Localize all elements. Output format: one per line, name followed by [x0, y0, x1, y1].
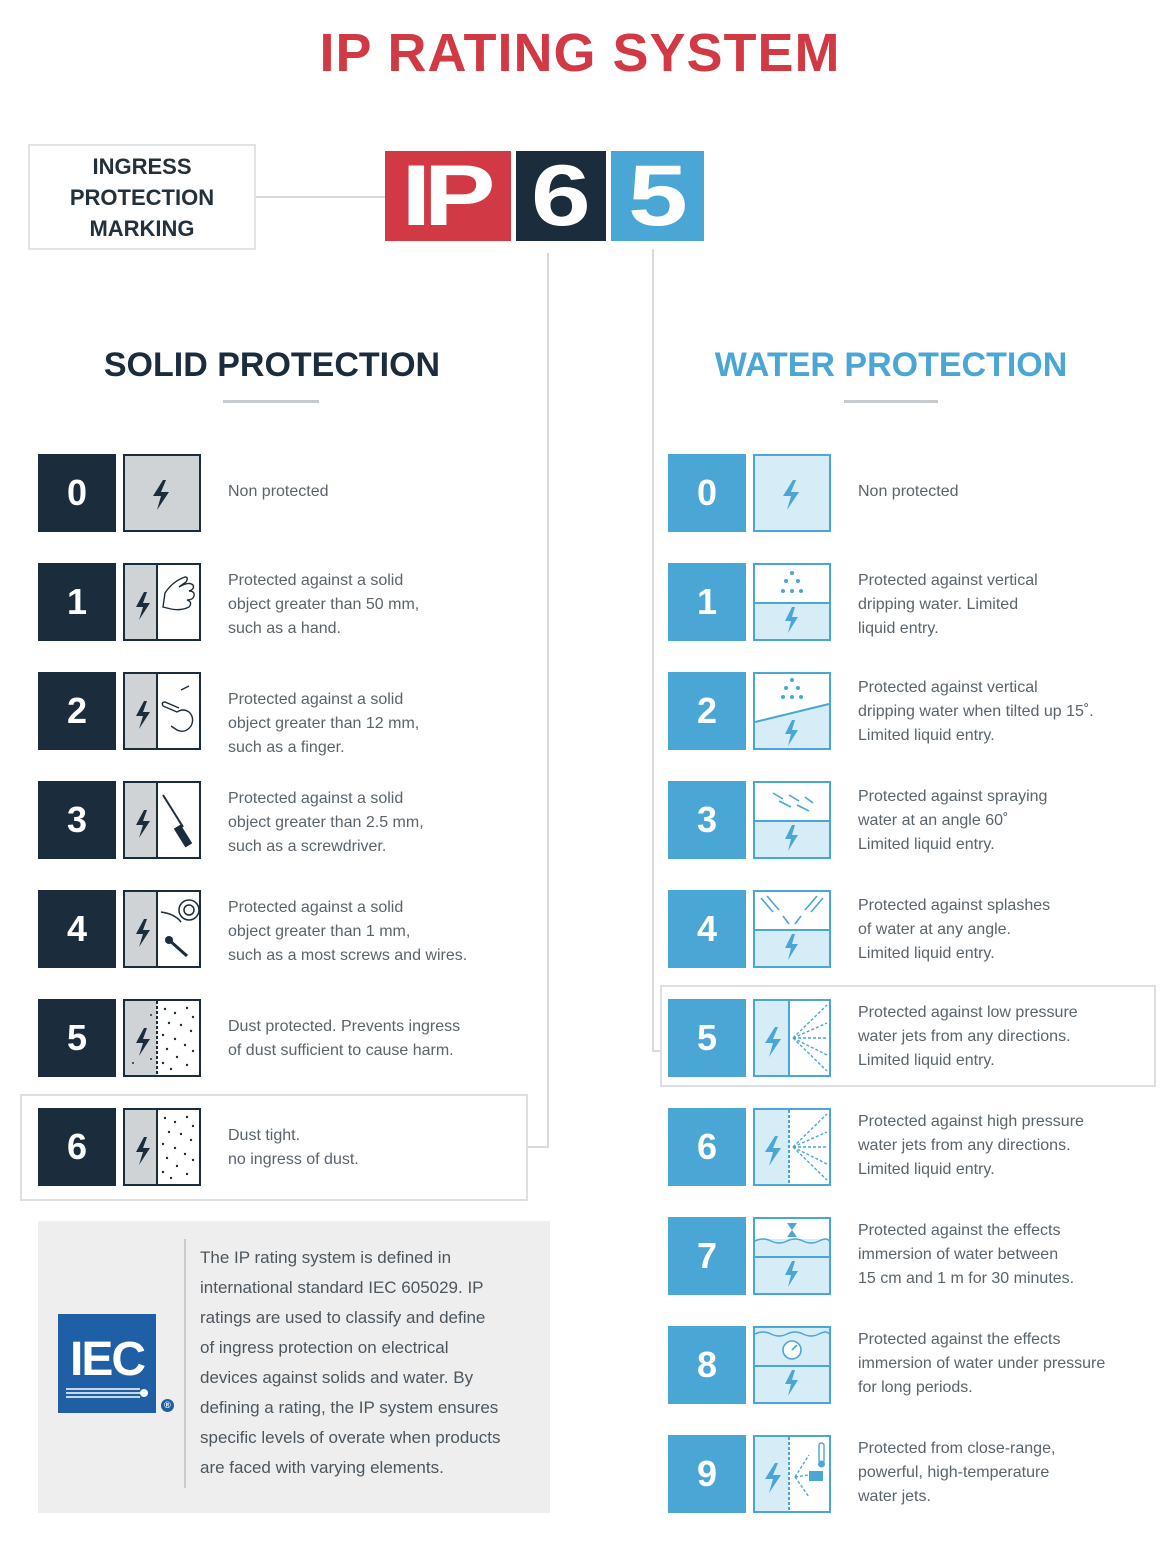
level-number: 7	[668, 1217, 746, 1295]
level-number: 6	[668, 1108, 746, 1186]
dust-tight-icon	[123, 1108, 201, 1186]
pressure-immersion-icon	[753, 1326, 831, 1404]
level-number: 8	[668, 1326, 746, 1404]
immersion-icon	[753, 1217, 831, 1295]
low-jet-icon	[753, 999, 831, 1077]
level-number: 0	[668, 454, 746, 532]
solid-protection-title: SOLID PROTECTION	[103, 346, 441, 384]
dust-icon	[123, 999, 201, 1077]
level-number: 6	[38, 1108, 116, 1186]
level-number: 5	[38, 999, 116, 1077]
hand-icon	[123, 563, 201, 641]
marking-line: INGRESS	[92, 153, 192, 179]
level-description: Protected from close-range, powerful, high-temperature water jets.	[858, 1440, 1056, 1505]
water-title-underline	[844, 400, 938, 403]
level-number: 1	[668, 563, 746, 641]
level-number: 5	[668, 999, 746, 1077]
drip-icon	[753, 563, 831, 641]
level-description: Protected against a solid object greater than 2.5 mm, such as a screwdriver.	[228, 790, 424, 855]
level-description: Protected against spraying water at an angle 60˚ Limited liquid entry.	[858, 788, 1048, 853]
wire-screw-icon	[123, 890, 201, 968]
level-description: Dust tight. no ingress of dust.	[228, 1127, 359, 1168]
hot-jet-icon	[753, 1435, 831, 1513]
iec-logo: IEC	[58, 1314, 156, 1413]
lightning-icon	[753, 454, 831, 532]
finger-icon	[123, 672, 201, 750]
spray-icon	[753, 781, 831, 859]
ip-code-letters: IP	[385, 151, 511, 241]
solid-digit-connector	[547, 253, 549, 1148]
ingress-protection-marking-label	[28, 144, 256, 250]
level-description: Protected against high pressure water jets from any directions. Limited liquid entry.	[858, 1113, 1084, 1178]
iec-description: The IP rating system is defined in international standard IEC 605029. IP ratings are used to classify and define of ingress protection on electrical devices against solids and water. By defining a rating, the IP system ensures specific levels of overate when products are faced with varying elements.	[200, 1248, 501, 1477]
level-description: Protected against low pressure water jets from any directions. Limited liquid entry.	[858, 1004, 1078, 1069]
level-number: 0	[38, 454, 116, 532]
level-number: 2	[38, 672, 116, 750]
level-number: 1	[38, 563, 116, 641]
high-jet-icon	[753, 1108, 831, 1186]
level-number: 4	[668, 890, 746, 968]
level-description: Protected against vertical dripping water. Limited liquid entry.	[858, 572, 1038, 637]
level-description: Protected against a solid object greater than 12 mm, such as a finger.	[228, 691, 420, 756]
level-description: Protected against vertical dripping water when tilted up 15˚. Limited liquid entry.	[858, 679, 1094, 744]
level-number: 3	[38, 781, 116, 859]
water-digit-connector	[652, 249, 654, 1052]
level-description: Non protected	[858, 483, 959, 500]
ip-code-solid-digit: 6	[516, 151, 606, 241]
level-number: 9	[668, 1435, 746, 1513]
level-description: Protected against a solid object greater than 50 mm, such as a hand.	[228, 572, 420, 637]
ip-code-water-digit: 5	[611, 151, 704, 241]
iec-info-panel	[38, 1221, 550, 1513]
level-description: Dust protected. Prevents ingress of dust sufficient to cause harm.	[228, 1018, 461, 1059]
level-description: Protected against the effects immersion of water between 15 cm and 1 m for 30 minutes.	[858, 1222, 1075, 1287]
level-description: Protected against the effects immersion of water under pressure for long periods.	[858, 1331, 1106, 1396]
solid-title-underline	[223, 400, 319, 403]
marking-line: MARKING	[89, 215, 195, 241]
level-description: Protected against splashes of water at any angle. Limited liquid entry.	[858, 897, 1051, 962]
drip-tilt-icon	[753, 672, 831, 750]
marking-connector-line	[256, 196, 385, 198]
level-description: Non protected	[228, 483, 329, 500]
splash-icon	[753, 890, 831, 968]
registered-mark-icon: ®	[161, 1399, 174, 1412]
page-title: IP RATING SYSTEM	[319, 23, 841, 83]
marking-line: PROTECTION	[69, 184, 215, 210]
level-description: Protected against a solid object greater than 1 mm, such as a most screws and wires.	[228, 899, 468, 964]
solid-digit-connector-end	[527, 1146, 549, 1148]
iec-divider	[184, 1239, 186, 1488]
level-number: 2	[668, 672, 746, 750]
level-number: 3	[668, 781, 746, 859]
level-number: 4	[38, 890, 116, 968]
water-protection-title: WATER PROTECTION	[714, 346, 1068, 384]
lightning-icon	[123, 454, 201, 532]
screwdriver-icon	[123, 781, 201, 859]
